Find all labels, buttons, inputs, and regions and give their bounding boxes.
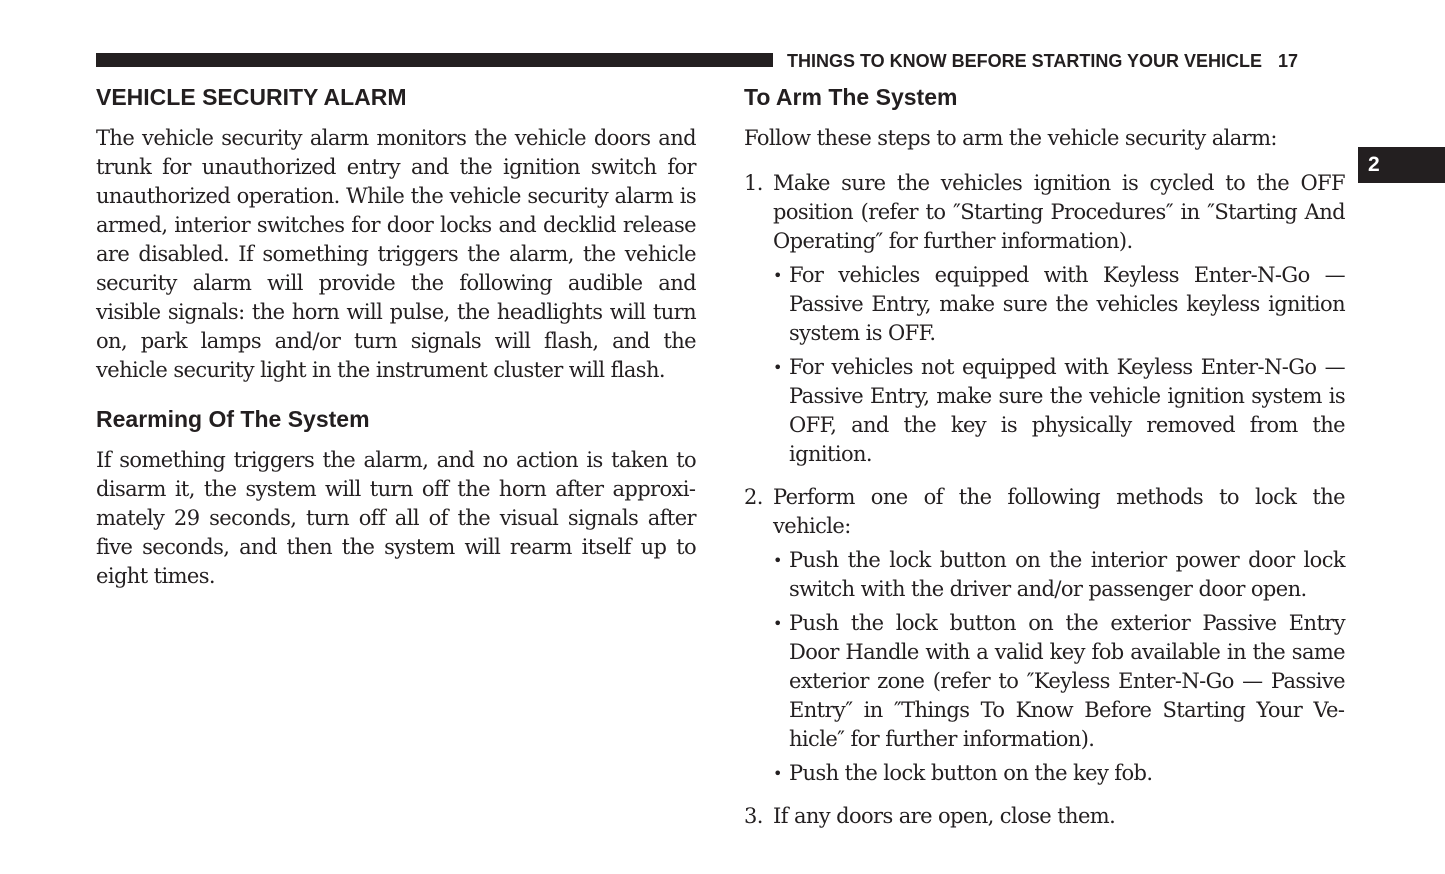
section-heading: VEHICLE SECURITY ALARM bbox=[96, 84, 407, 110]
bullet-icon: • bbox=[773, 764, 782, 783]
step-text: Perform one of the following methods to lock the vehicle: bbox=[773, 485, 1345, 538]
step-item bbox=[744, 483, 1345, 788]
chapter-tab: 2 bbox=[1358, 147, 1445, 183]
bullet-icon: • bbox=[773, 266, 782, 285]
rearming-heading: Rearming Of The System bbox=[96, 406, 370, 432]
arm-steps-list bbox=[744, 169, 1345, 831]
right-column bbox=[744, 80, 1345, 845]
running-header bbox=[787, 50, 1298, 72]
bullet-item bbox=[773, 546, 1345, 604]
bullet-item bbox=[773, 353, 1345, 469]
bullet-list bbox=[773, 261, 1345, 469]
arm-intro: Follow these steps to arm the vehicle security alarm: bbox=[744, 126, 1277, 150]
bullet-icon: • bbox=[773, 614, 782, 633]
bullet-item bbox=[773, 261, 1345, 348]
left-column bbox=[96, 80, 696, 591]
bullet-text: Push the lock button on the key fob. bbox=[789, 761, 1153, 785]
arm-heading: To Arm The System bbox=[744, 84, 958, 110]
step-number: 3. bbox=[744, 804, 763, 828]
header-rule bbox=[96, 53, 773, 67]
step-text: If any doors are open, close them. bbox=[773, 804, 1116, 828]
bullet-text: For vehicles not equipped with Keyless Enter-N-Go — Passive Entry, make sure the vehicle ignition system is OFF, and the key is physically removed from the ignition. bbox=[789, 355, 1345, 466]
bullet-item bbox=[773, 759, 1345, 788]
step-item bbox=[744, 802, 1345, 831]
step-number: 2. bbox=[744, 485, 763, 509]
bullet-text: Push the lock button on the interior power door lock switch with the driver and/or passenger door open. bbox=[789, 548, 1345, 601]
alarm-description: The vehicle security alarm monitors the vehicle doors and trunk for unauthorized entry and the ignition switch for unauthorized operation. While the vehicle security alarm is armed, interior switches for door locks and decklid release are disabled. If something triggers the alarm, the vehicle security alarm will provide the following audible and visible signals: the horn will pulse, the headlights will turn on, park lamps and/or turn signals will flash, and the vehicle security light in the instrument cluster will flash. bbox=[96, 126, 696, 382]
bullet-item bbox=[773, 609, 1345, 754]
step-item bbox=[744, 169, 1345, 469]
step-text: Make sure the vehicles ignition is cycled to the OFF position (refer to ″Starting Procedures″ in ″Starting And Operating″ for further information). bbox=[773, 171, 1345, 253]
bullet-icon: • bbox=[773, 551, 782, 570]
header-title: THINGS TO KNOW BEFORE STARTING YOUR VEHICLE bbox=[787, 51, 1263, 71]
rearming-description: If something triggers the alarm, and no action is taken to disarm it, the system will turn off the horn after approximately 29 seconds, turn off all of the visual signals after five seconds, and then the system will rearm itself up to eight times. bbox=[96, 448, 696, 588]
bullet-icon: • bbox=[773, 358, 782, 377]
bullet-text: Push the lock button on the exterior Passive Entry Door Handle with a valid key fob available in the same exterior zone (refer to ″Keyless Enter-N-Go — Passive Entry″ in ″Things To Know Before Starting Your Vehicle″ for further information). bbox=[789, 611, 1345, 751]
step-number: 1. bbox=[744, 171, 763, 195]
bullet-text: For vehicles equipped with Keyless Enter-N-Go — Passive Entry, make sure the vehicles keyless ignition system is OFF. bbox=[789, 263, 1345, 345]
page-number: 17 bbox=[1278, 51, 1299, 71]
bullet-list bbox=[773, 546, 1345, 788]
